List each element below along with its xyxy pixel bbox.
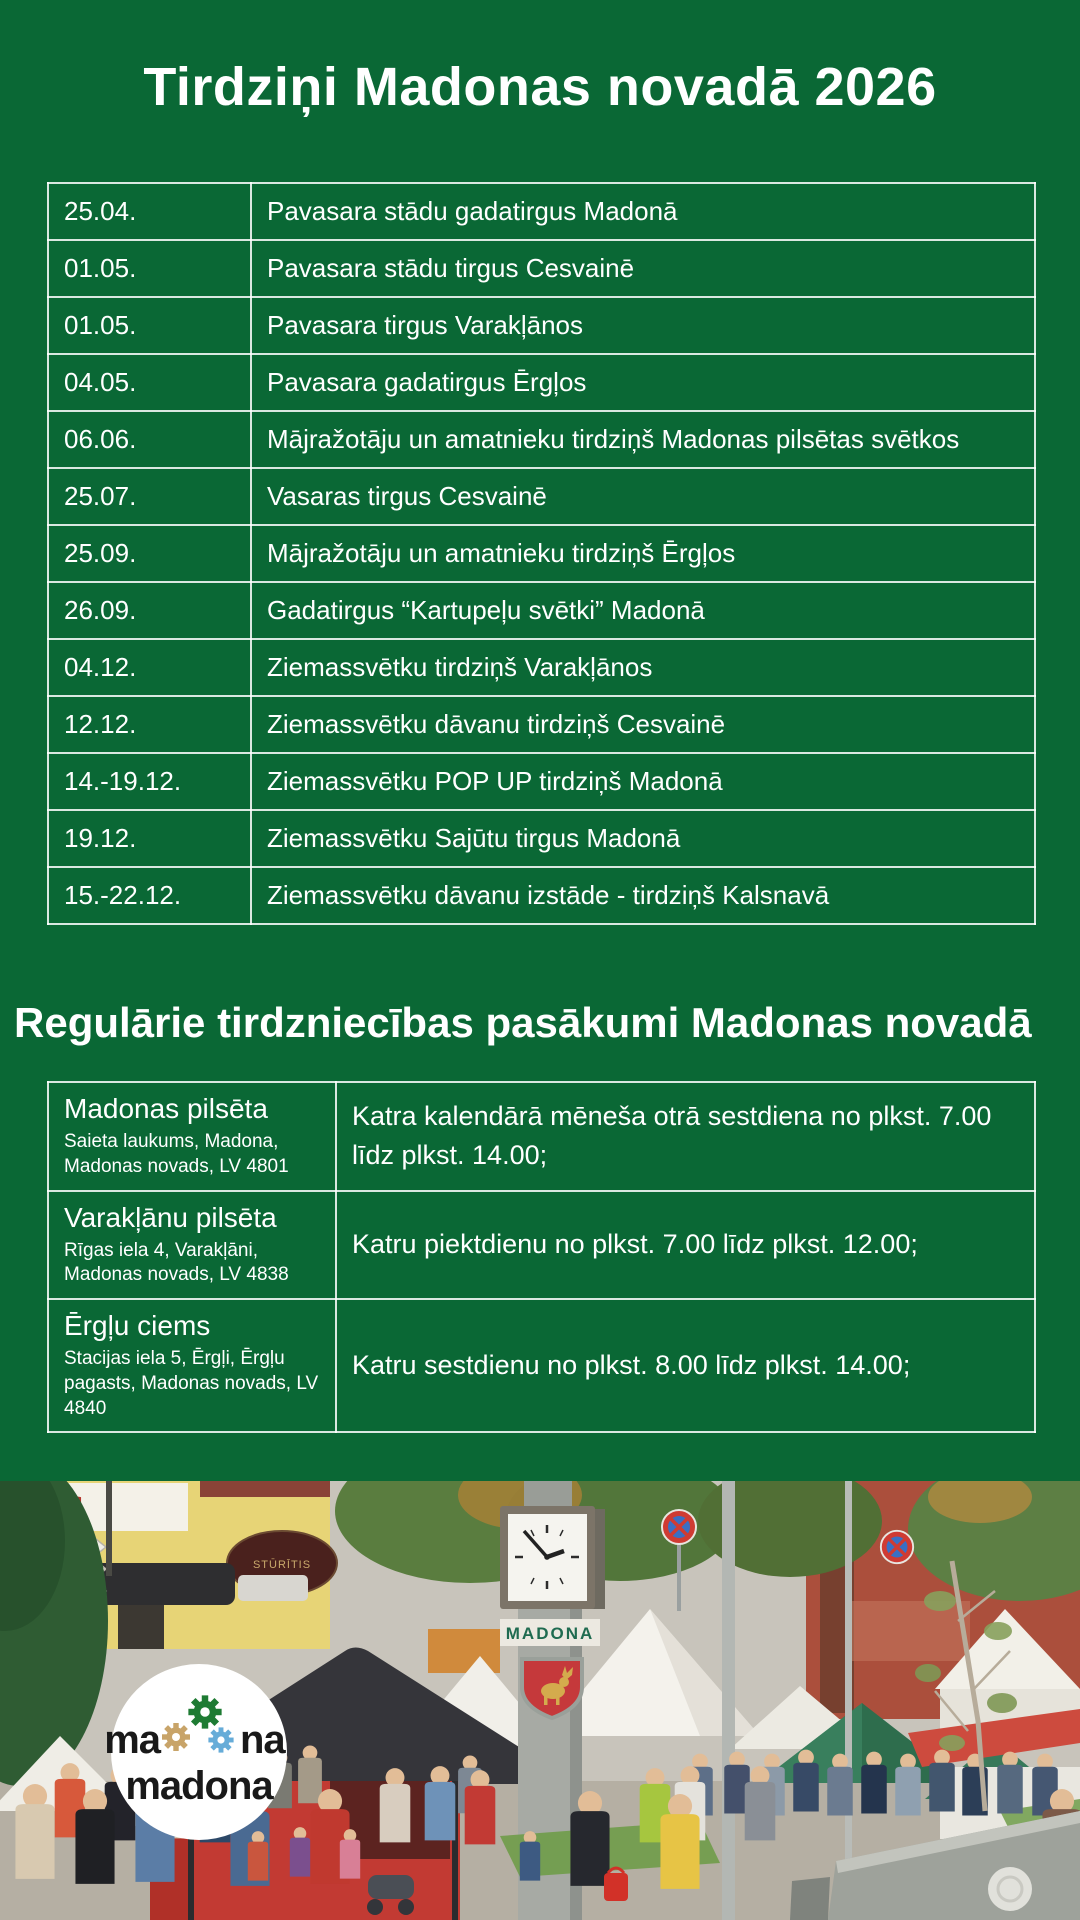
place-address: Saieta laukums, Madona, Madonas novads, LV 4801 bbox=[64, 1131, 289, 1177]
logo-text-top-right: na bbox=[240, 1718, 285, 1762]
event-name: Ziemassvētku dāvanu izstāde - tirdziņš Kalsnavā bbox=[251, 867, 1035, 924]
event-name: Mājražotāju un amatnieku tirdziņš Madonas pilsētas svētkos bbox=[251, 411, 1035, 468]
event-name: Pavasara gadatirgus Ērgļos bbox=[251, 354, 1035, 411]
event-date: 14.-19.12. bbox=[48, 753, 251, 810]
clock-town-sign: MADONA bbox=[505, 1624, 595, 1643]
event-date: 19.12. bbox=[48, 810, 251, 867]
town-clock-icon bbox=[500, 1506, 605, 1609]
no-stopping-sign-icon bbox=[881, 1531, 913, 1563]
logo-gear-tan-icon bbox=[162, 1723, 190, 1751]
event-name: Mājražotāju un amatnieku tirdziņš Ērgļos bbox=[251, 525, 1035, 582]
event-name: Ziemassvētku dāvanu tirdziņš Cesvainē bbox=[251, 696, 1035, 753]
place-name: Varakļānu pilsēta bbox=[64, 1201, 277, 1233]
place-cell bbox=[48, 1191, 336, 1300]
event-row bbox=[48, 525, 1035, 582]
event-row bbox=[48, 696, 1035, 753]
schedule-text: Katru piektdienu no plkst. 7.00 līdz plkst. 12.00; bbox=[352, 1229, 918, 1260]
regular-markets-table bbox=[47, 1081, 1036, 1433]
event-date: 25.07. bbox=[48, 468, 251, 525]
event-date: 25.04. bbox=[48, 183, 251, 240]
event-row bbox=[48, 297, 1035, 354]
regular-row bbox=[48, 1191, 1035, 1300]
place-cell bbox=[48, 1082, 336, 1191]
place-address: Rīgas iela 4, Varakļāni, Madonas novads, LV 4838 bbox=[64, 1239, 289, 1286]
event-date: 15.-22.12. bbox=[48, 867, 251, 924]
poster-title: Tirdziņi Madonas novadā 2026 bbox=[143, 57, 937, 117]
event-date: 01.05. bbox=[48, 297, 251, 354]
event-name: Ziemassvētku POP UP tirdziņš Madonā bbox=[251, 753, 1035, 810]
parked-car bbox=[238, 1575, 308, 1601]
schedule-text: Katra kalendārā mēneša otrā sestdiena no plkst. 7.00 līdz plkst. 14.00; bbox=[352, 1101, 992, 1171]
event-row bbox=[48, 753, 1035, 810]
place-address: Stacijas iela 5, Ērgļi, Ērgļu pagasts, Madonas novads, LV 4840 bbox=[64, 1348, 319, 1419]
event-row bbox=[48, 867, 1035, 924]
event-name: Vasaras tirgus Cesvainē bbox=[251, 468, 1035, 525]
place-name: Madonas pilsēta bbox=[64, 1093, 268, 1124]
logo-gear-green-icon bbox=[188, 1695, 221, 1728]
event-row bbox=[48, 639, 1035, 696]
event-row bbox=[48, 411, 1035, 468]
event-date: 25.09. bbox=[48, 525, 251, 582]
market-photo-illustration bbox=[0, 1481, 1080, 1920]
event-date: 04.05. bbox=[48, 354, 251, 411]
place-name: Ērgļu ciems bbox=[64, 1310, 211, 1342]
event-name: Pavasara stādu tirgus Cesvainē bbox=[251, 240, 1035, 297]
place-cell bbox=[48, 1299, 336, 1432]
event-name: Gadatirgus “Kartupeļu svētki” Madonā bbox=[251, 582, 1035, 639]
regular-row bbox=[48, 1299, 1035, 1432]
event-date: 12.12. bbox=[48, 696, 251, 753]
event-name: Ziemassvētku tirdziņš Varakļānos bbox=[251, 639, 1035, 696]
event-row bbox=[48, 354, 1035, 411]
market-photo bbox=[0, 1481, 1080, 1920]
regular-row bbox=[48, 1082, 1035, 1191]
logo-gear-blue-icon bbox=[208, 1727, 233, 1752]
event-row bbox=[48, 582, 1035, 639]
cafe-sign-text: STŪRĪTIS bbox=[252, 1559, 312, 1571]
event-date: 26.09. bbox=[48, 582, 251, 639]
event-date: 06.06. bbox=[48, 411, 251, 468]
logo-text-top-left: ma bbox=[104, 1718, 160, 1762]
events-table bbox=[47, 182, 1036, 925]
no-stopping-sign-icon bbox=[662, 1510, 696, 1544]
event-name: Pavasara tirgus Varakļānos bbox=[251, 297, 1035, 354]
event-row bbox=[48, 810, 1035, 867]
event-name: Pavasara stādu gadatirgus Madonā bbox=[251, 183, 1035, 240]
event-row bbox=[48, 183, 1035, 240]
event-date: 01.05. bbox=[48, 240, 251, 297]
event-row bbox=[48, 468, 1035, 525]
logo-text-bottom: madona bbox=[125, 1764, 273, 1808]
event-row bbox=[48, 240, 1035, 297]
event-date: 04.12. bbox=[48, 639, 251, 696]
schedule-text: Katru sestdienu no plkst. 8.00 līdz plkst. 14.00; bbox=[352, 1350, 911, 1381]
event-name: Ziemassvētku Sajūtu tirgus Madonā bbox=[251, 810, 1035, 867]
section-title: Regulārie tirdzniecības pasākumi Madonas novadā bbox=[14, 999, 1032, 1046]
